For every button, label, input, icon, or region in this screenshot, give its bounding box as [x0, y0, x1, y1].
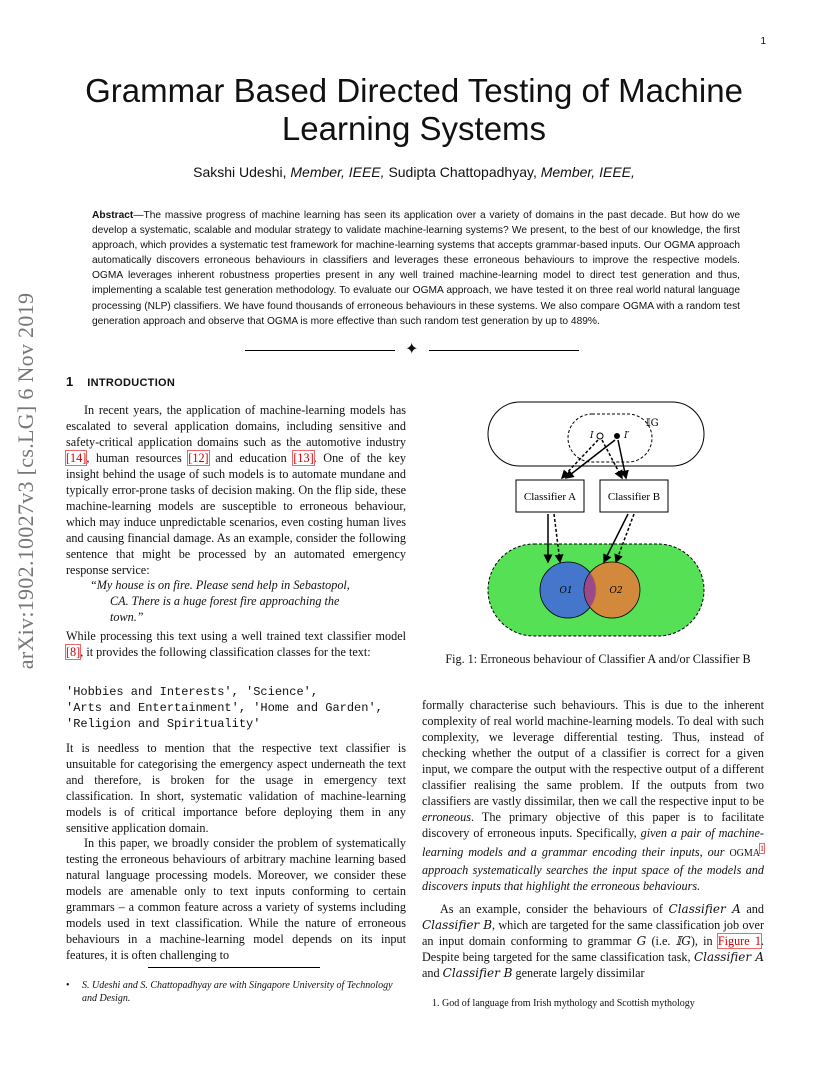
paragraph-text: , which are targeted for the same classification job over an input domain conforming to grammar: [422, 918, 764, 948]
paragraph-text: ), in: [690, 934, 718, 948]
section-divider: [245, 342, 585, 358]
math-text: Classifier B: [422, 918, 493, 932]
paragraph-text: and: [740, 902, 764, 916]
paragraph-text: As an example, consider the behaviours of: [440, 902, 669, 916]
abstract-label: Abstract: [92, 210, 134, 221]
intro-paragraph-4: In this paper, we broadly consider the problem of systematically testing the erroneous behaviours of arbitrary machine learning based natural language processing models. Moreover, we consider these models are amenable only to text inputs conforming to certain grammars – a common feature across a variety of systems including models used in text classification. While the nature of erroneous behaviours in a machine-learning model depends on its input features, it is often challenging to: [66, 836, 406, 962]
example-quote: [90, 577, 382, 625]
bullet-icon: •: [66, 980, 70, 991]
footnote: 1. God of language from Irish mythology and Scottish mythology: [432, 998, 695, 1009]
classifier-b-label: Classifier B: [607, 491, 661, 503]
math-text: 𝕀G: [675, 934, 691, 948]
divider-line: [429, 350, 579, 351]
paragraph-text: In recent years, the application of machine-learning models has escalated to several application domains, including sensitive and safety-critical application domains such as the automotive industry: [66, 403, 406, 449]
abstract: [92, 208, 740, 329]
figure-1-diagram: [480, 400, 712, 640]
right-paragraph-2: [422, 901, 764, 981]
emphasis-text: given a pair of machine-learning models and a grammar encoding their inputs, our: [422, 826, 764, 860]
intro-paragraph-1: [66, 402, 406, 578]
arxiv-identifier-stamp: arXiv:1902.10027v3 [cs.LG] 6 Nov 2019: [13, 292, 38, 670]
ogma-name: OGMA: [729, 848, 760, 860]
quote-line: “My house is on fire. Please send help in Sebastopol,: [90, 578, 350, 592]
emphasis-text: approach systematically searches the input space of the models and discovers inputs that highlight the erroneous behaviours.: [422, 863, 764, 894]
affiliation-text: S. Udeshi and S. Chattopadhyay are with Singapore University of Technology and Design.: [82, 980, 393, 1004]
section-number: 1: [66, 374, 74, 389]
quote-line: town.”: [110, 610, 144, 624]
math-text: G: [636, 934, 647, 948]
paragraph-text: (i.e.: [646, 934, 676, 948]
input-domain-shape: [488, 402, 704, 466]
math-text: Classifier A: [693, 950, 764, 964]
footnote-link[interactable]: 1: [760, 844, 764, 853]
paragraph-text: . One of the key insight behind the usage of such models is to automate mundane and typically error-prone tasks of decision making. On the flip side, these machine-learning models are susceptible to erroneous behaviour, which may induce unpredictable scenarios, even costing human lives and causing financial damage. As an example, consider the following sentence that might be processed by an automated emergency response service:: [66, 451, 406, 577]
page-number: 1: [760, 36, 766, 47]
citation-link[interactable]: [14]: [66, 451, 87, 465]
input-i-label: I: [590, 431, 594, 441]
output-o2-label: O2: [609, 586, 623, 596]
classifier-a-label: Classifier A: [523, 491, 577, 503]
author-line: [40, 164, 788, 180]
input-i-node: [597, 433, 603, 439]
math-text: Classifier A: [668, 902, 741, 916]
classification-output: [66, 684, 411, 732]
right-paragraph-1: [422, 697, 764, 894]
author-name: Sudipta Chattopadhyay,: [388, 164, 537, 180]
paragraph-text: and: [422, 966, 443, 980]
paragraph-text: , human resources: [86, 451, 189, 465]
figure-caption: Fig. 1: Erroneous behaviour of Classifier A and/or Classifier B: [445, 652, 751, 666]
class-line: 'Hobbies and Interests', 'Science',: [66, 685, 319, 699]
abstract-text: —The massive progress of machine learning has seen its application over a variety of domains in the past decade. But how do we develop a systematic, scalable and modular strategy to validate machine-learning systems? We present, to the best of our knowledge, the first approach, which provides a systematic test framework for machine-learning systems that accepts grammar-based inputs. Our OGMA approach automatically discovers erroneous behaviours in classifiers and leverages these erroneous behaviours to improve the respective models. OGMA leverages inherent robustness properties present in any well trained machine-learning model to direct test generation and thus, implementing a scalable test generation methodology. To evaluate our OGMA approach, we have tested it on three real world natural language processing (NLP) classifiers. We have found thousands of erroneous behaviours in these systems. We also compare OGMA with a random test generation approach and observe that OGMA is more effective than such random test generation by up to 489%.: [92, 210, 740, 327]
class-line: 'Religion and Spirituality': [66, 717, 261, 731]
divider-line: [245, 350, 395, 351]
input-i-prime-node: [614, 433, 620, 439]
math-text: Classifier B: [442, 966, 513, 980]
citation-link[interactable]: [8]: [66, 645, 81, 659]
output-o1-label: O1: [559, 586, 573, 596]
paragraph-text: and education: [208, 451, 294, 465]
paragraph-text: formally characterise such behaviours. This is due to the inherent complexity of real world machine-learning models. To deal with such complexity, we leverage differential testing. Thus, instead of checking whether the output of a classifier is correct for a given input, we compare the output with the respective output of a different classifier realising the same problem. If the outputs from two classifiers are vastly dissimilar, then we call the respective input to be: [422, 698, 764, 808]
input-i-prime-label: I′: [624, 431, 630, 441]
paragraph-text: , it provides the following classification classes for the text:: [80, 645, 371, 659]
author-role: Member, IEEE,: [290, 164, 385, 180]
paragraph-text: While processing this text using a well trained text classifier model: [66, 629, 406, 643]
quote-line: CA. There is a huge forest fire approaching the: [110, 594, 340, 608]
emphasis-text: erroneous: [422, 810, 471, 824]
author-name: Sakshi Udeshi,: [193, 164, 287, 180]
citation-link[interactable]: [13]: [293, 451, 314, 465]
intro-paragraph-3: It is needless to mention that the respective text classifier is unsuitable for categorising the emergency aspect underneath the text and therefore, is broken for the usage in emergency text classification. In short, systematic validation of machine-learning models is of critical importance before deploying them in any sensitive application domain.: [66, 741, 406, 835]
grammar-label: 𝕀G: [646, 418, 659, 429]
section-title: INTRODUCTION: [87, 377, 176, 389]
divider-star-icon: ✦: [405, 341, 419, 358]
class-line: 'Arts and Entertainment', 'Home and Garden',: [66, 701, 383, 715]
paper-title: Grammar Based Directed Testing of Machine Learning Systems: [85, 72, 743, 147]
citation-link[interactable]: [12]: [188, 451, 209, 465]
affiliation-footnote: [66, 979, 406, 1005]
section-heading: [66, 374, 175, 389]
paragraph-text: . The primary objective of this paper is to facilitate discovery of erroneous inputs. Specifically,: [422, 810, 764, 840]
footnote-rule: [148, 967, 320, 968]
intro-paragraph-2: [66, 628, 406, 660]
figure-link[interactable]: Figure 1: [717, 934, 761, 948]
paragraph-text: . Despite being targeted for the same classification task,: [422, 934, 764, 964]
author-role: Member, IEEE,: [540, 164, 635, 180]
paragraph-text: generate largely dissimilar: [512, 966, 645, 980]
